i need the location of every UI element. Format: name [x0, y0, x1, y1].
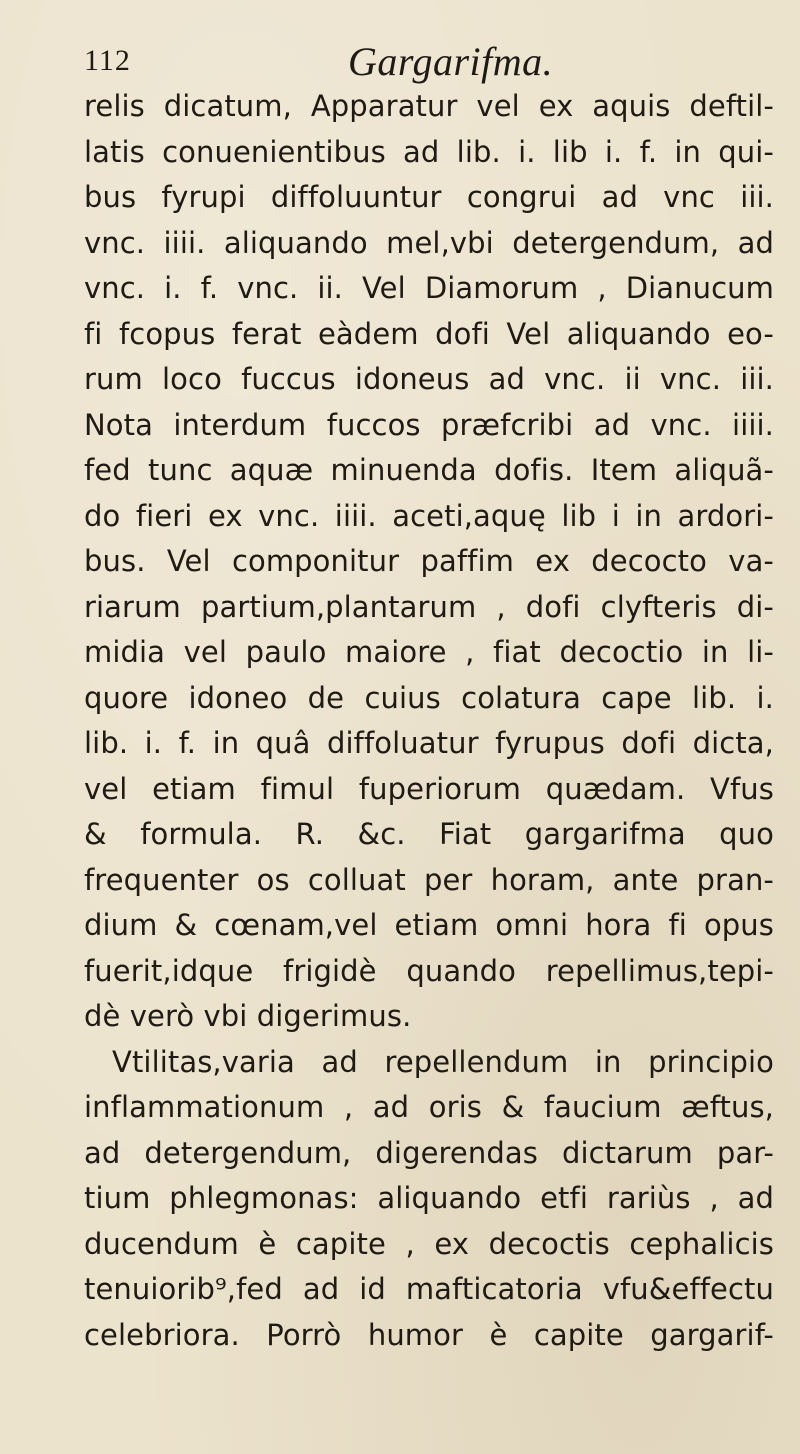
text-line: midia vel paulo maiore , fiat decoctio in li- — [84, 635, 774, 669]
text-line: dè verò vbi digerimus. — [84, 999, 412, 1033]
text-line: quore idoneo de cuius colatura cape lib. i. — [84, 680, 774, 715]
text-line: bus. Vel componitur paffim ex decocto va- — [84, 544, 774, 578]
text-line: riarum partium,plantarum , dofi clyfteris di- — [84, 589, 774, 624]
text-line: inflammationum , ad oris & faucium æftus, — [84, 1090, 774, 1124]
text-line: celebriora. Porrò humor è capite gargarif- — [84, 1317, 774, 1352]
text-line: bus fyrupi diffoluuntur congrui ad vnc iii. — [84, 180, 774, 214]
text-line: do fieri ex vnc. iiii. aceti,aquę lib i in ardori- — [84, 498, 774, 533]
text-line: fuerit,idque frigidè quando repellimus,tepi- — [84, 953, 774, 988]
text-line: latis conuenientibus ad lib. i. lib i. f. in qui- — [84, 134, 774, 169]
text-line: vnc. iiii. aliquando mel,vbi detergendum, ad — [84, 225, 774, 260]
text-line: dium & cœnam,vel etiam omni hora fi opus — [84, 908, 774, 942]
running-title: Gargarifma. — [348, 39, 554, 84]
text-line-paragraph-start: Vtilitas,varia ad repellendum in principio — [112, 1044, 774, 1079]
text-line: lib. i. f. in quâ diffoluatur fyrupus dofi dicta, — [84, 726, 774, 760]
text-line: frequenter os colluat per horam, ante pran- — [84, 862, 774, 897]
text-line: Nota interdum fuccos præfcribi ad vnc. iiii. — [84, 407, 774, 442]
text-line: tenuiorib⁹,fed ad id mafticatoria vfu&effectu — [84, 1272, 774, 1306]
text-line: vnc. i. f. vnc. ii. Vel Diamorum , Dianucum — [84, 271, 774, 305]
text-line: fed tunc aquæ minuenda dofis. Item aliquã- — [84, 453, 774, 487]
text-line: ducendum è capite , ex decoctis cephalicis — [84, 1226, 774, 1261]
text-line: vel etiam fimul fuperiorum quædam. Vfus — [84, 771, 774, 806]
text-line: fi fcopus ferat eàdem dofi Vel aliquando eo- — [84, 316, 774, 351]
page-number: 112 — [84, 44, 131, 77]
text-line: relis dicatum, Apparatur vel ex aquis deftil- — [84, 89, 774, 123]
running-head — [84, 38, 774, 88]
text-line: & formula. R. &c. Fiat gargarifma quo — [84, 817, 774, 851]
body-text — [84, 84, 774, 1358]
text-line: rum loco fuccus idoneus ad vnc. ii vnc. iii. — [84, 362, 774, 396]
text-line: tium phlegmonas: aliquando etfi rariùs , ad — [84, 1181, 774, 1215]
text-line: ad detergendum, digerendas dictarum par- — [84, 1135, 774, 1170]
